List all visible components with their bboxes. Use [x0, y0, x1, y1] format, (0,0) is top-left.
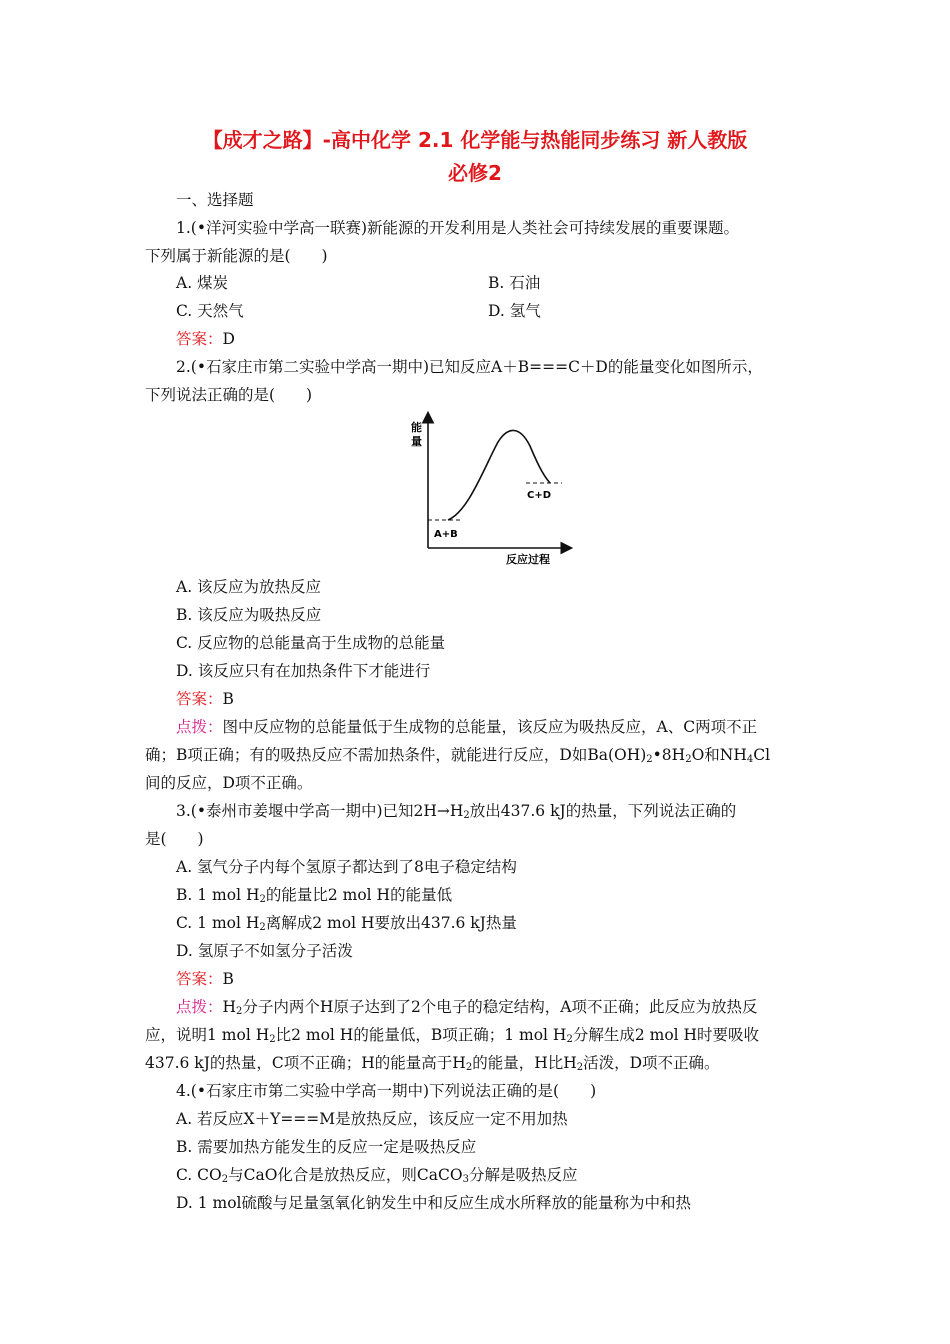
q3-option-c: C. 1 mol $H_2$离解成2 mol H要放出437.6 kJ热量: [176, 914, 517, 933]
q2-stem-line-1: 2.(•石家庄市第二实验中学高一期中)已知反应A＋B===C＋D的能量变化如图所示，: [176, 358, 763, 376]
q2-stem-line-2: 下列说法正确的是( ): [145, 386, 313, 404]
q1-answer-value: D: [222, 330, 235, 348]
document-title-line-1: 【成才之路】-高中化学 2.1 化学能与热能同步练习 新人教版: [202, 128, 748, 152]
q1-stem-line-2: 下列属于新能源的是( ): [145, 247, 328, 265]
q2-answer: [176, 689, 234, 709]
q2-option-a: A. 该反应为放热反应: [176, 578, 322, 596]
q1-option-a: A. 煤炭: [176, 274, 229, 292]
energy-diagram: [400, 408, 580, 570]
q4-option-a: A. 若反应X＋Y===M是放热反应，该反应一定不用加热: [176, 1110, 568, 1128]
q2-hint-label: 点拨：: [176, 718, 223, 736]
q2-option-d: D. 该反应只有在加热条件下才能进行: [176, 662, 431, 680]
q1-stem-line-1: 1.(•洋河实验中学高一联赛)新能源的开发利用是人类社会可持续发展的重要课题。: [176, 219, 740, 237]
q3-option-d: D. 氢原子不如氢分子活泼: [176, 942, 353, 960]
q2-answer-value: B: [222, 690, 234, 708]
q2-hint-line-2: 确；B项正确；有的吸热反应不需加热条件，就能进行反应，D如$Ba(OH)_2•8H_2O$和$NH_4Cl$: [145, 746, 771, 765]
products-label: C+D: [527, 490, 552, 501]
q3-stem-line-1: 3.(•泰州市姜堰中学高一期中)已知$2H\to H_2$放出437.6 kJ的热量，下列说法正确的: [176, 802, 737, 821]
q4-stem: 4.(•石家庄市第二实验中学高一期中)下列说法正确的是( ): [176, 1082, 597, 1100]
q3-answer: [176, 969, 234, 989]
q1-option-d: D. 氢气: [488, 302, 541, 320]
q2-hint-text-1: 图中反应物的总能量低于生成物的总能量，该反应为吸热反应，A、C两项不正: [222, 718, 758, 736]
q3-option-b: B. 1 mol $H_2$的能量比2 mol H的能量低: [176, 886, 453, 905]
q1-answer: [176, 329, 235, 349]
q1-option-b: B. 石油: [488, 274, 541, 292]
q4-option-d: D. 1 mol硫酸与足量氢氧化钠发生中和反应生成水所释放的能量称为中和热: [176, 1194, 692, 1212]
section-heading: 一、选择题: [176, 191, 254, 209]
y-axis-label-1: 能: [411, 421, 422, 434]
q3-answer-value: B: [222, 970, 234, 988]
q2-answer-label: 答案：: [176, 690, 223, 708]
q1-option-c: C. 天然气: [176, 302, 244, 320]
q1-answer-label: 答案：: [176, 330, 223, 348]
q4-option-c: C. $CO_2$与CaO化合是放热反应，则CaCO$_3$分解是吸热反应: [176, 1166, 578, 1185]
y-axis-label-2: 量: [411, 435, 422, 448]
q3-hint-line-3: 437.6 kJ的热量，C项不正确；H的能量高于$H_2$的能量，H比$H_2$活泼，D项不正确。: [145, 1054, 720, 1073]
q3-hint-label: 点拨：: [176, 998, 223, 1016]
q4-option-b: B. 需要加热方能发生的反应一定是吸热反应: [176, 1138, 477, 1156]
q2-option-c: C. 反应物的总能量高于生成物的总能量: [176, 634, 446, 652]
x-axis-label: 反应过程: [506, 553, 550, 566]
q2-option-b: B. 该反应为吸热反应: [176, 606, 322, 624]
q3-hint-line-2: 应，说明1 mol $H_2$比2 mol H的能量低，B项正确；1 mol $H_2$分解生成2 mol H时要吸收: [145, 1026, 760, 1045]
reactants-label: A+B: [434, 529, 458, 540]
q2-hint-line-3: 间的反应，D项不正确。: [145, 774, 313, 792]
document-title-line-2: 必修2: [448, 161, 502, 185]
q3-stem-line-2: 是( ): [145, 830, 204, 848]
q2-hint-line-1: [176, 717, 757, 737]
energy-curve: [448, 430, 550, 520]
q3-answer-label: 答案：: [176, 970, 223, 988]
q3-option-a: A. 氢气分子内每个氢原子都达到了8电子稳定结构: [176, 858, 517, 876]
q3-hint-line-1: 点拨：$H_2$分子内两个H原子达到了2个电子的稳定结构，A项不正确；此反应为放热反: [176, 998, 758, 1017]
